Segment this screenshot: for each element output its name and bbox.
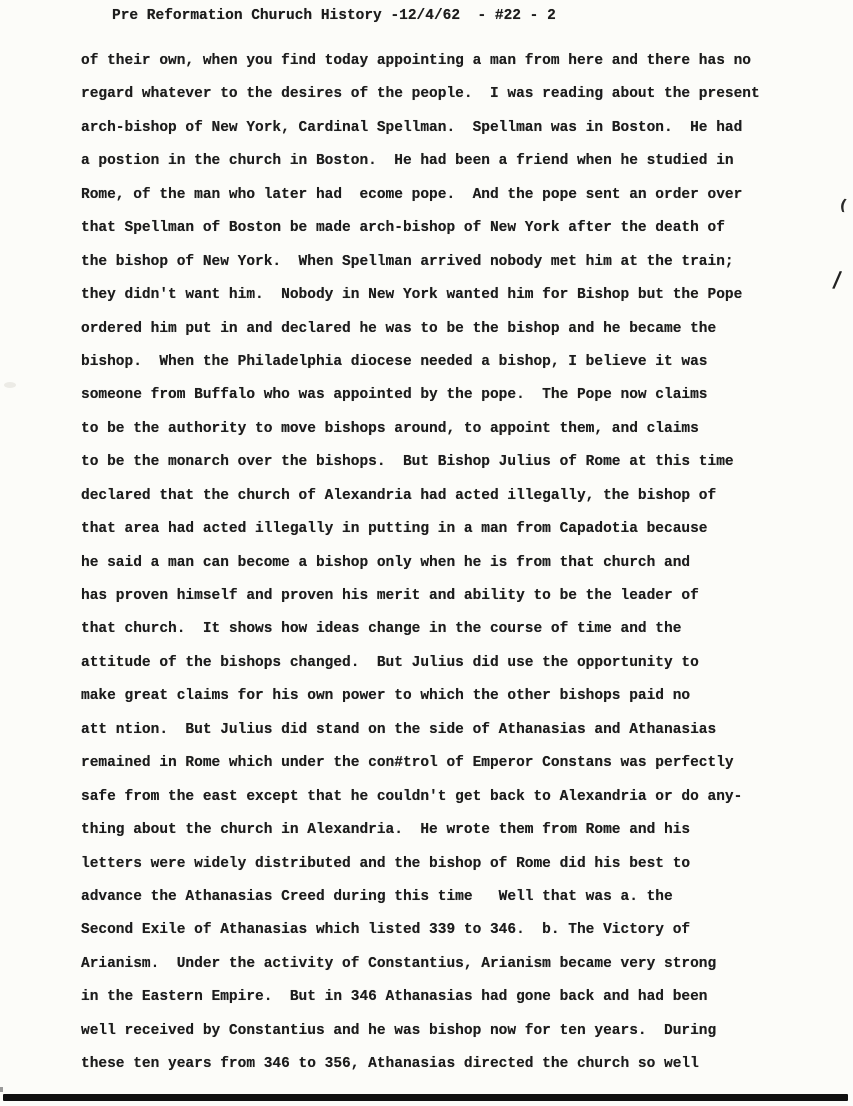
- text-line: attitude of the bishops changed. But Julius did use the opportunity to: [81, 654, 699, 671]
- text-line: declared that the church of Alexandria had acted illegally, the bishop of: [81, 487, 717, 504]
- scan-artifact-bottom-bar: [3, 1094, 848, 1101]
- text-line: to be the monarch over the bishops. But Bishop Julius of Rome at this time: [81, 454, 734, 471]
- document-body: [81, 45, 760, 1082]
- text-line: safe from the east except that he couldn't get back to Alexandria or do any-: [81, 788, 743, 805]
- text-line: arch-bishop of New York, Cardinal Spellman. Spellman was in Boston. He had: [81, 119, 743, 136]
- text-line: att ntion. But Julius did stand on the side of Athanasias and Athanasias: [81, 721, 717, 738]
- text-line: letters were widely distributed and the bishop of Rome did his best to: [81, 855, 691, 872]
- text-line: Second Exile of Athanasias which listed 339 to 346. b. The Victory of: [81, 922, 691, 939]
- pen-mark-right-margin-bottom: /: [831, 267, 843, 294]
- text-line: these ten years from 346 to 356, Athanasias directed the church so well: [81, 1056, 699, 1073]
- text-line: has proven himself and proven his merit and ability to be the leader of: [81, 588, 699, 604]
- page-header-title: Pre Reformation Churuch History -12/4/62 - #22 - 2: [112, 8, 556, 24]
- scan-dot-left-edge: [0, 1087, 3, 1092]
- text-line: bishop. When the Philadelphia diocese needed a bishop, I believe it was: [81, 353, 708, 370]
- text-line: ordered him put in and declared he was to be the bishop and he became the: [81, 320, 717, 337]
- text-line: that church. It shows how ideas change in the course of time and the: [81, 621, 682, 638]
- text-line: in the Eastern Empire. But in 346 Athanasias had gone back and had been: [81, 989, 708, 1006]
- text-line: someone from Buffalo who was appointed by the pope. The Pope now claims: [81, 387, 708, 404]
- text-line: make great claims for his own power to which the other bishops paid no: [81, 688, 691, 705]
- text-line: Rome, of the man who later had ecome pope. And the pope sent an order over: [81, 186, 743, 203]
- text-line: he said a man can become a bishop only when he is from that church and: [81, 554, 691, 571]
- text-line: they didn't want him. Nobody in New York wanted him for Bishop but the Pope: [81, 287, 743, 304]
- text-line: of their own, when you find today appointing a man from here and there has no: [81, 53, 752, 69]
- text-line: a postion in the church in Boston. He had been a friend when he studied in: [81, 153, 734, 170]
- text-line: regard whatever to the desires of the people. I was reading about the present: [81, 86, 760, 103]
- text-line: to be the authority to move bishops around, to appoint them, and claims: [81, 420, 699, 437]
- text-line: well received by Constantius and he was bishop now for ten years. During: [81, 1022, 717, 1039]
- text-line: remained in Rome which under the con#trol of Emperor Constans was perfectly: [81, 755, 734, 772]
- text-line: that area had acted illegally in putting in a man from Capadotia because: [81, 521, 708, 538]
- scan-speck-left-margin: [4, 382, 16, 388]
- text-line: Arianism. Under the activity of Constantius, Arianism became very strong: [81, 955, 717, 972]
- text-line: advance the Athanasias Creed during this time Well that was a. the: [81, 888, 673, 905]
- text-line: the bishop of New York. When Spellman arrived nobody met him at the train;: [81, 253, 734, 270]
- pen-mark-right-margin-top: (: [838, 195, 849, 215]
- text-line: that Spellman of Boston be made arch-bishop of New York after the death of: [81, 220, 725, 237]
- text-line: thing about the church in Alexandria. He wrote them from Rome and his: [81, 822, 691, 839]
